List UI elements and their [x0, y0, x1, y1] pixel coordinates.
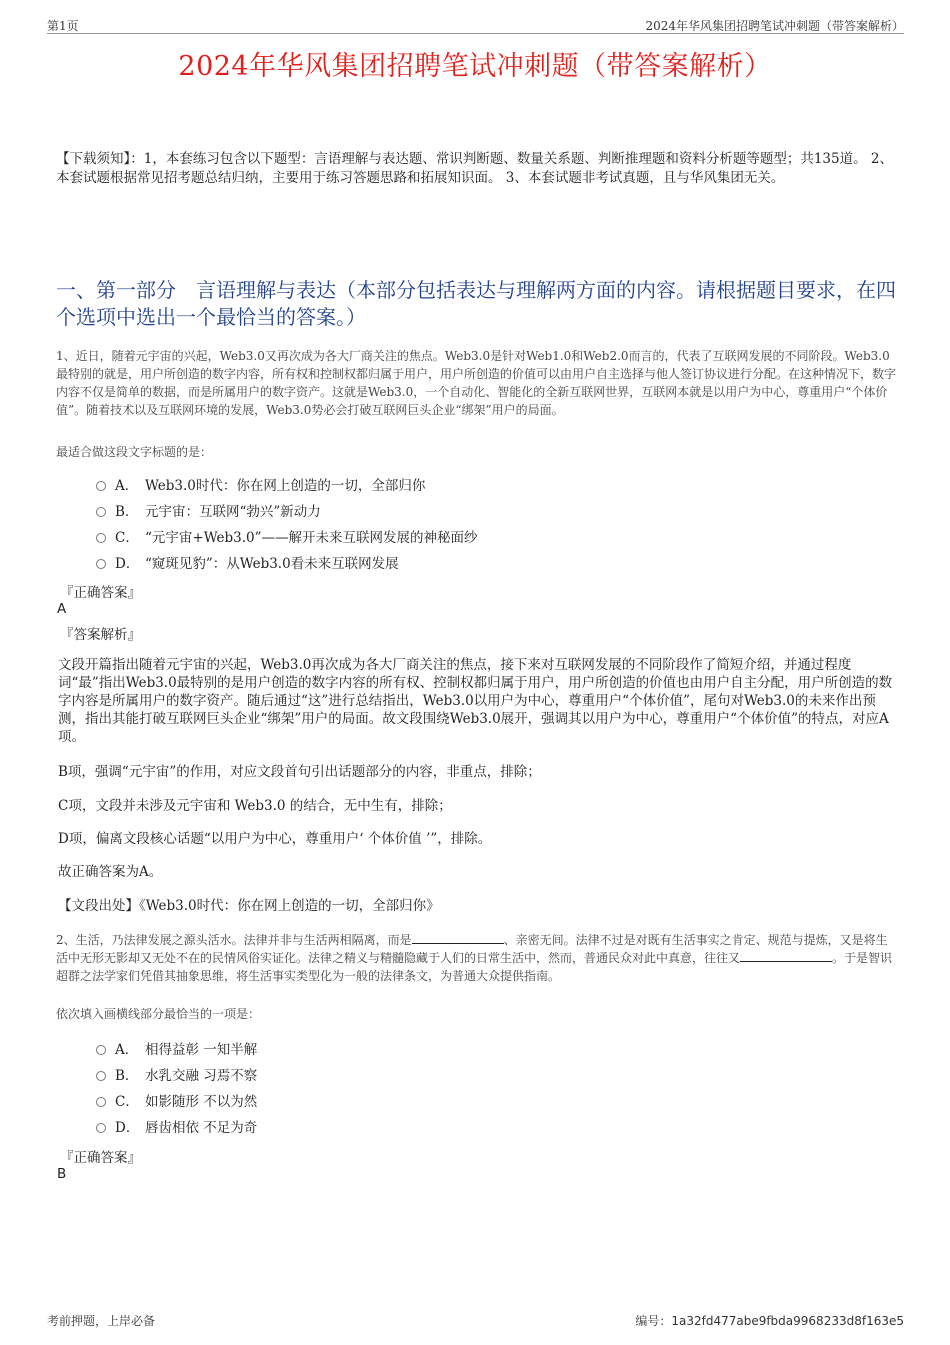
question-1-stem: 1、近日，随着元宇宙的兴起，Web3.0又再次成为各大厂商关注的焦点。Web3.0是针对Web1.0和Web2.0而言的，代表了互联网发展的不同阶段。Web3.0最特别的就是，用户所创造的数字内容，所有权和控制权都归属于用户，用户所创造的价值可以由用户自主选择与他人签订协议进行分配。在这种情况下，数字内容不仅是简单的数据，而是所属用户的数字资产。这就是Web3.0，一个自动化、智能化的全新互联网世界，互联网本就是以用户为中心，尊重用户“个体价值”。随着技术以及互联网环境的发展，Web3.0势必会打破互联网巨头企业“绑架”用户的局面。: [56, 349, 897, 417]
download-notice: 【下载须知】：1，本套练习包含以下题型：言语理解与表达题、常识判断题、数量关系题、判断推理题和资料分析题等题型；共135道。 2、本套试题根据常见招考题总结归纳，主要用于练习答题思路和拓展知识面。 3、本套试题非考试真题，且与华风集团无关。: [56, 151, 893, 186]
document-title: 2024年华风集团招聘笔试冲刺题（带答案解析）: [178, 51, 772, 82]
question-1-option-b[interactable]: B． 元宇宙：互联网“勃兴”新动力: [96, 502, 321, 522]
question-2-option-c[interactable]: C． 如影随形 不以为然: [96, 1092, 257, 1112]
fill-blank-2: [740, 949, 832, 962]
footer-slogan: 考前押题，上岸必备: [47, 1314, 156, 1328]
question-1-analysis-conclusion: 故正确答案为A。: [58, 864, 163, 880]
question-2-option-d[interactable]: D． 唇齿相依 不足为奇: [96, 1118, 257, 1138]
radio-icon[interactable]: [96, 1045, 106, 1055]
radio-icon[interactable]: [96, 1097, 106, 1107]
radio-icon[interactable]: [96, 533, 106, 543]
question-1-analysis-c: C项，文段并未涉及元宇宙和 Web3.0 的结合，无中生有，排除；: [58, 798, 452, 814]
question-1-analysis-d: D项，偏离文段核心话题“以用户为中心，尊重用户‘ 个体价值 ’”，排除。: [58, 831, 492, 847]
question-1-option-d[interactable]: D． “窥斑见豹”：从Web3.0看未来互联网发展: [96, 554, 399, 574]
radio-icon[interactable]: [96, 507, 106, 517]
question-2-prompt: 依次填入画横线部分最恰当的一项是：: [56, 1007, 261, 1021]
question-1-answer-label: 『正确答案』: [60, 585, 141, 601]
radio-icon[interactable]: [96, 1071, 106, 1081]
question-2-stem: 2、生活，乃法律发展之源头活水。法律并非与生活两相隔离，而是 、亲密无间。法律不过是对既有生活事实之肯定、规范与提炼，又是将生活中无形无影却又无处不在的民情风俗实证化。法律之精义与精髓隐藏于人们的日常生活中，然而，普通民众对此中真意，往往又 。于是智识超群之法学家们凭借其抽象思维，将生活事实类型化为一般的法律条文，为普通大众提供指南。: [56, 933, 893, 983]
question-1-source: 【文段出处】《Web3.0时代：你在网上创造的一切，全部归你》: [58, 898, 440, 914]
question-1-option-a[interactable]: A． Web3.0时代：你在网上创造的一切，全部归你: [96, 476, 425, 496]
question-1-analysis-main: 文段开篇指出随着元宇宙的兴起，Web3.0再次成为各大厂商关注的焦点，接下来对互联网发展的不同阶段作了简短介绍，并通过程度词“最”指出Web3.0最特别的是用户创造的数字内容的所有权、控制权都归属于用户，用户所创造的价值也由用户自主分配，用户所创造的数字内容是所属用户的数字资产。随后通过“这”进行总结指出，Web3.0以用户为中心，尊重用户“个体价值”，尾句对Web3.0的未来作出预测，指出其能打破互联网巨头企业“绑架”用户的局面。故文段围绕Web3.0展开，强调其以用户为中心，尊重用户“个体价值”的特点，对应A项。: [58, 657, 893, 745]
question-2-option-a[interactable]: A． 相得益彰 一知半解: [96, 1040, 257, 1060]
radio-icon[interactable]: [96, 559, 106, 569]
question-2-option-b[interactable]: B． 水乳交融 习焉不察: [96, 1066, 257, 1086]
question-1-option-c[interactable]: C． “元宇宙+Web3.0”——解开未来互联网发展的神秘面纱: [96, 528, 478, 548]
question-1-analysis-label: 『答案解析』: [60, 627, 141, 643]
question-2-answer-label: 『正确答案』: [60, 1150, 141, 1166]
page-header: [47, 17, 904, 34]
question-2-answer: B: [57, 1166, 67, 1182]
page-number: 第1页: [47, 19, 79, 33]
header-doc-title: 2024年华风集团招聘笔试冲刺题（带答案解析）: [645, 19, 904, 33]
question-1-analysis-b: B项，强调“元宇宙”的作用，对应文段首句引出话题部分的内容，非重点，排除；: [58, 764, 541, 780]
radio-icon[interactable]: [96, 1123, 106, 1133]
question-1-answer: A: [57, 601, 67, 617]
question-1-prompt: 最适合做这段文字标题的是：: [56, 445, 213, 459]
section-heading: 一、第一部分 言语理解与表达（本部分包括表达与理解两方面的内容。请根据题目要求，在四个选项中选出一个最恰当的答案。）: [56, 278, 896, 329]
footer-code: 编号：1a32fd477abe9fbda9968233d8f163e5: [635, 1314, 904, 1328]
radio-icon[interactable]: [96, 481, 106, 491]
fill-blank-1: [412, 931, 504, 944]
